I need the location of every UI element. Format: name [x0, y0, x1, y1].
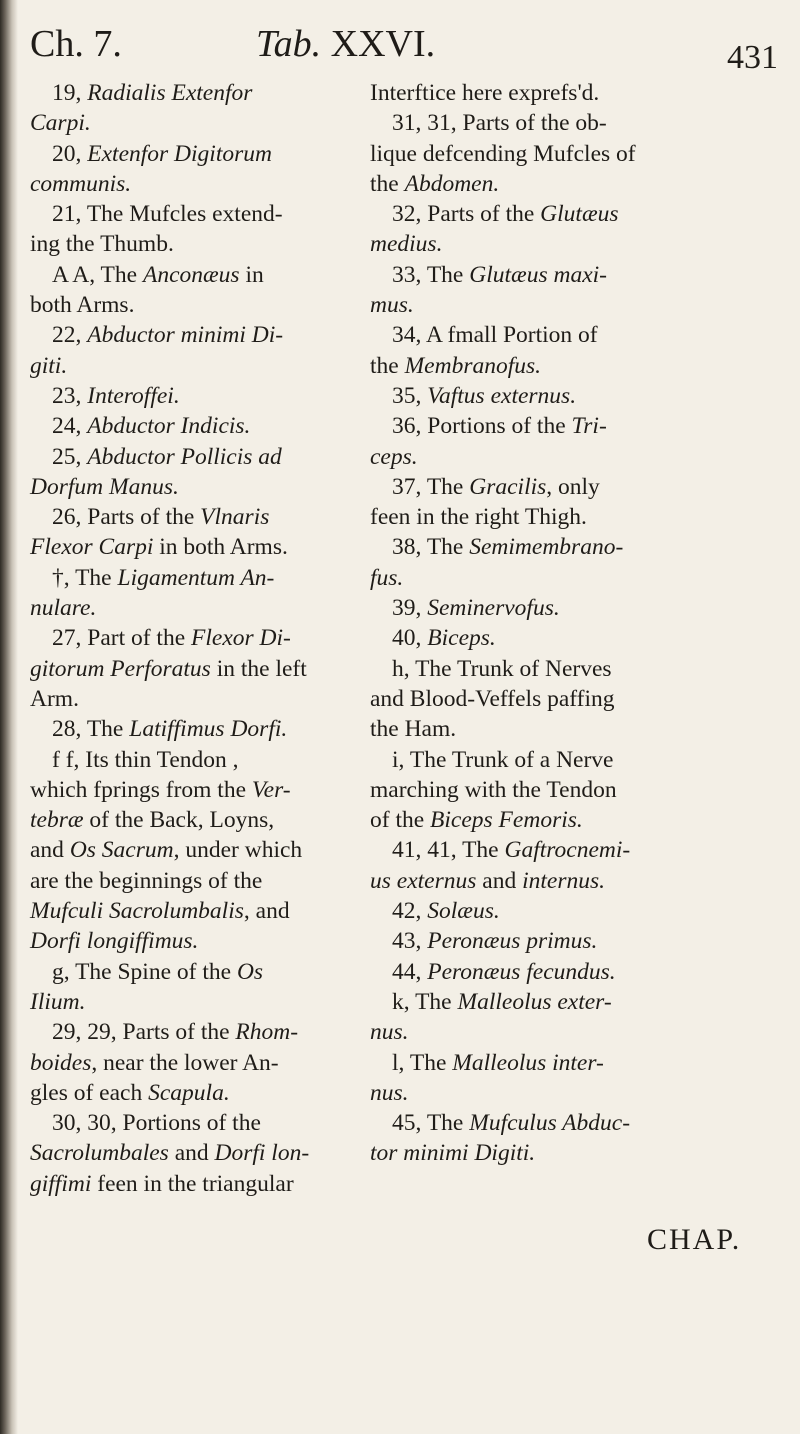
italic-text: Dorfum Manus.: [30, 473, 179, 500]
text-line: [370, 472, 770, 502]
roman-text: lique defcending Mufcles of: [370, 140, 636, 167]
italic-text: internus.: [522, 867, 605, 894]
text-line: [370, 139, 770, 169]
italic-text: Vlnaris: [200, 504, 270, 531]
text-line: [30, 139, 348, 169]
text-line: [30, 926, 348, 956]
roman-text: 27, Part of the: [52, 625, 192, 652]
roman-text: 21, The Mufcles extend-: [52, 201, 283, 228]
roman-text: , and: [243, 898, 290, 925]
roman-text: i, The Trunk of a Nerve: [392, 746, 614, 773]
text-line: [30, 351, 348, 381]
roman-text: 45, The: [392, 1110, 470, 1137]
italic-text: Biceps.: [427, 625, 496, 652]
text-line: [30, 593, 348, 623]
roman-text: in the left: [210, 655, 307, 682]
italic-text: Glutæus: [540, 201, 619, 228]
italic-text: Sacrolumbales: [30, 1140, 169, 1167]
catchword: CHAP.: [647, 1223, 742, 1256]
italic-text: Abdomen.: [404, 170, 500, 197]
text-line: [370, 805, 770, 835]
italic-text: medius.: [370, 231, 443, 258]
italic-text: Gaftrocnemi-: [504, 837, 631, 864]
italic-text: Membranofus.: [404, 352, 542, 379]
text-line: [30, 1017, 348, 1047]
left-text-column: [30, 78, 348, 1199]
roman-text: in: [239, 261, 264, 288]
roman-text: of the Back, Loyns,: [83, 807, 275, 834]
roman-text: in both Arms.: [153, 534, 288, 561]
roman-text: 36, Portions of the: [392, 413, 572, 440]
roman-text: which fprings from the: [30, 776, 252, 803]
text-line: [370, 1138, 770, 1168]
text-line: [30, 835, 348, 865]
roman-text: , only: [546, 473, 600, 500]
italic-text: Ilium.: [30, 988, 86, 1015]
italic-text: Os Sacrum: [69, 837, 174, 864]
text-line: [30, 442, 348, 472]
text-line: [370, 896, 770, 926]
italic-text: Ver-: [251, 776, 291, 803]
italic-text: tebræ: [30, 807, 84, 834]
italic-text: us externus: [370, 867, 477, 894]
page-gutter: [0, 0, 18, 1434]
italic-text: tor minimi Digiti.: [370, 1140, 536, 1167]
text-line: [370, 563, 770, 593]
roman-text: the: [370, 352, 405, 379]
roman-text: 30, 30, Portions of the: [52, 1110, 261, 1137]
roman-text: and: [30, 837, 70, 864]
text-line: [30, 1078, 348, 1108]
italic-text: mus.: [370, 292, 414, 319]
roman-text: 26, Parts of the: [52, 504, 201, 531]
roman-text: 28, The: [52, 716, 130, 743]
text-line: [370, 108, 770, 138]
italic-text: Dorfi longiffimus.: [30, 928, 199, 955]
text-line: [30, 896, 348, 926]
page-number: 431: [727, 39, 778, 76]
italic-text: Biceps Femoris.: [430, 807, 583, 834]
roman-text: 42,: [392, 898, 428, 925]
text-line: [370, 775, 770, 805]
italic-text: nus.: [370, 1079, 409, 1106]
italic-text: Glutæus maxi-: [469, 261, 607, 288]
roman-text: 31, 31, Parts of the ob-: [392, 110, 607, 137]
text-line: [30, 1138, 348, 1168]
text-line: [370, 835, 770, 865]
text-line: [30, 987, 348, 1017]
roman-text: 19,: [52, 80, 88, 106]
roman-text: 44,: [392, 958, 428, 985]
roman-text: and Blood-Veffels paffing: [370, 685, 615, 712]
text-line: [370, 532, 770, 562]
text-line: [30, 775, 348, 805]
text-line: [370, 654, 770, 684]
text-line: [370, 1017, 770, 1047]
roman-text: , under which: [173, 837, 303, 864]
italic-text: nulare.: [30, 595, 97, 622]
roman-text: 35,: [392, 382, 428, 409]
roman-text: 20,: [52, 140, 88, 167]
text-line: [30, 623, 348, 653]
italic-text: giffimi: [30, 1170, 92, 1197]
text-line: [370, 714, 770, 744]
italic-text: Anconæus: [142, 261, 240, 288]
italic-text: Latiffimus Dorfi.: [129, 716, 288, 743]
roman-text: 32, Parts of the: [392, 201, 541, 228]
text-line: [30, 532, 348, 562]
italic-text: Mufculi Sacrolumbalis: [30, 898, 244, 925]
italic-text: giti.: [30, 352, 68, 379]
italic-text: gitorum Perforatus: [30, 655, 211, 682]
italic-text: Flexor Di-: [191, 625, 291, 652]
plate-number: XXVI.: [330, 23, 436, 65]
right-text-column: [370, 78, 770, 1169]
roman-text: 33, The: [392, 261, 470, 288]
text-line: [30, 957, 348, 987]
italic-text: Tri-: [571, 413, 607, 440]
text-line: [370, 1078, 770, 1108]
italic-text: Solæus.: [427, 898, 500, 925]
roman-text: 29, 29, Parts of the: [52, 1019, 236, 1046]
roman-text: 38, The: [392, 534, 470, 561]
italic-text: Peronæus fecundus.: [427, 958, 616, 985]
roman-text: †, The: [52, 564, 118, 591]
text-line: [30, 714, 348, 744]
italic-text: Abductor minimi Di-: [87, 322, 284, 349]
roman-text: h, The Trunk of Nerves: [392, 655, 612, 682]
text-line: [30, 805, 348, 835]
roman-text: 37, The: [392, 473, 470, 500]
roman-text: are the beginnings of the: [30, 867, 263, 894]
text-line: [30, 1169, 348, 1199]
italic-text: Abductor Pollicis ad: [87, 443, 282, 470]
roman-text: g, The Spine of the: [52, 958, 237, 985]
text-line: [30, 320, 348, 350]
italic-text: Semimembrano-: [469, 534, 624, 561]
italic-text: Interoffei.: [87, 382, 180, 409]
text-line: [370, 593, 770, 623]
text-line: [30, 229, 348, 259]
italic-text: Carpi.: [30, 110, 91, 137]
roman-text: k, The: [392, 988, 458, 1015]
roman-text: A A, The: [52, 261, 143, 288]
text-line: [370, 866, 770, 896]
italic-text: Dorfi lon-: [214, 1140, 310, 1167]
italic-text: Seminervofus.: [427, 595, 560, 622]
text-line: [30, 654, 348, 684]
text-line: [370, 169, 770, 199]
text-line: [370, 229, 770, 259]
text-line: [30, 78, 348, 108]
text-line: [370, 351, 770, 381]
text-line: [30, 199, 348, 229]
italic-text: Scapula.: [148, 1079, 230, 1106]
roman-text: and: [476, 867, 523, 894]
text-line: [370, 745, 770, 775]
italic-text: Flexor Carpi: [30, 534, 154, 561]
italic-text: Malleolus exter-: [457, 988, 612, 1015]
italic-text: communis.: [30, 170, 132, 197]
text-line: [30, 563, 348, 593]
text-line: [370, 442, 770, 472]
roman-text: , near the lower An-: [91, 1049, 279, 1076]
text-line: [30, 745, 348, 775]
roman-text: marching with the Tendon: [370, 776, 617, 803]
roman-text: 22,: [52, 322, 88, 349]
italic-text: Gracilis: [469, 473, 547, 500]
text-line: [30, 108, 348, 138]
italic-text: Os: [236, 958, 264, 985]
roman-text: the Ham.: [370, 716, 457, 743]
text-line: [30, 472, 348, 502]
text-line: [30, 1048, 348, 1078]
italic-text: Vaftus externus.: [427, 382, 577, 409]
roman-text: 43,: [392, 928, 428, 955]
text-line: [370, 1108, 770, 1138]
italic-text: Abductor Indicis.: [87, 413, 251, 440]
italic-text: Malleolus inter-: [452, 1049, 604, 1076]
text-line: [370, 623, 770, 653]
text-line: [370, 199, 770, 229]
italic-text: boides: [30, 1049, 92, 1076]
roman-text: 41, 41, The: [392, 837, 505, 864]
roman-text: 25,: [52, 443, 88, 470]
text-line: [370, 320, 770, 350]
running-head-chapter: Ch. 7.: [30, 23, 122, 65]
text-line: [370, 411, 770, 441]
text-line: [370, 684, 770, 714]
text-line: [370, 381, 770, 411]
text-line: [370, 260, 770, 290]
italic-text: fus.: [370, 564, 404, 591]
roman-text: 39,: [392, 595, 428, 622]
text-line: [30, 290, 348, 320]
roman-text: 40,: [392, 625, 428, 652]
running-head-plate: [256, 22, 435, 66]
text-line: [30, 684, 348, 714]
text-line: [370, 290, 770, 320]
italic-text: Mufculus Abduc-: [469, 1110, 631, 1137]
italic-text: Extenfor Digitorum: [87, 140, 272, 167]
plate-tab-label: Tab.: [256, 23, 322, 65]
text-line: [370, 957, 770, 987]
roman-text: 24,: [52, 413, 88, 440]
text-line: [30, 260, 348, 290]
roman-text: of the: [370, 807, 431, 834]
text-line: [370, 1048, 770, 1078]
roman-text: 23,: [52, 382, 88, 409]
text-line: [370, 987, 770, 1017]
roman-text: Interftice here exprefs'd.: [370, 80, 600, 106]
roman-text: ing the Thumb.: [30, 231, 174, 258]
italic-text: Rhom-: [235, 1019, 299, 1046]
roman-text: feen in the triangular: [91, 1170, 294, 1197]
roman-text: gles of each: [30, 1079, 149, 1106]
text-line: [30, 1108, 348, 1138]
text-line: [370, 926, 770, 956]
italic-text: ceps.: [370, 443, 418, 470]
roman-text: feen in the right Thigh.: [370, 504, 587, 531]
text-line: [30, 866, 348, 896]
roman-text: f f, Its thin Tendon ,: [52, 746, 239, 773]
italic-text: Peronæus primus.: [427, 928, 598, 955]
text-line: [370, 502, 770, 532]
roman-text: the: [370, 170, 405, 197]
roman-text: both Arms.: [30, 292, 135, 319]
text-line: [30, 502, 348, 532]
italic-text: Ligamentum An-: [117, 564, 275, 591]
text-line: [370, 78, 770, 108]
roman-text: 34, A fmall Portion of: [392, 322, 598, 349]
text-line: [30, 411, 348, 441]
roman-text: Arm.: [30, 685, 79, 712]
roman-text: and: [168, 1140, 215, 1167]
italic-text: nus.: [370, 1019, 409, 1046]
italic-text: Radialis Extenfor: [87, 80, 253, 106]
roman-text: l, The: [392, 1049, 453, 1076]
text-line: [30, 381, 348, 411]
text-line: [30, 169, 348, 199]
